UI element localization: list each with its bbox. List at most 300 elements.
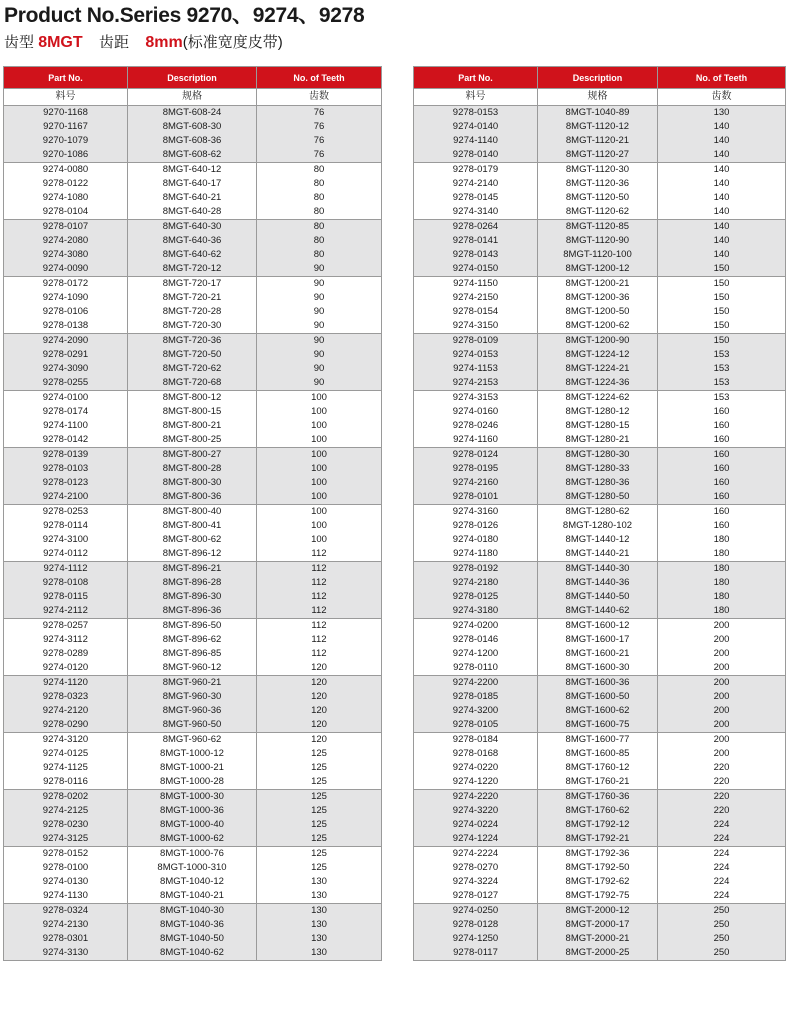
table-row: [4, 875, 382, 889]
part-number-cell: 9278-0116: [4, 775, 128, 790]
table-row: [4, 576, 382, 590]
table-row: [414, 633, 786, 647]
table-row: [4, 761, 382, 775]
table-row: [414, 647, 786, 661]
teeth-count-cell: 160: [658, 448, 786, 463]
part-number-cell: 9274-2112: [4, 604, 128, 619]
teeth-count-cell: 125: [257, 818, 382, 832]
teeth-count-cell: 160: [658, 419, 786, 433]
description-cell: 8MGT-2000-17: [538, 918, 658, 932]
description-cell: 8MGT-896-30: [128, 590, 257, 604]
description-cell: 8MGT-720-28: [128, 305, 257, 319]
page-subtitle: [4, 33, 283, 53]
part-number-cell: 9278-0115: [4, 590, 128, 604]
part-number-cell: 9278-0104: [4, 205, 128, 220]
table-row: [4, 433, 382, 448]
teeth-count-cell: 130: [257, 889, 382, 904]
description-cell: 8MGT-640-28: [128, 205, 257, 220]
part-number-cell: 9274-1224: [414, 832, 538, 847]
table-row: [414, 661, 786, 676]
teeth-count-cell: 80: [257, 248, 382, 262]
table-row: [414, 448, 786, 463]
part-number-cell: 9274-3180: [414, 604, 538, 619]
teeth-count-cell: 100: [257, 448, 382, 463]
part-number-cell: 9278-0246: [414, 419, 538, 433]
table-row: [4, 733, 382, 748]
part-number-cell: 9278-0100: [4, 861, 128, 875]
teeth-count-cell: 250: [658, 904, 786, 919]
description-cell: 8MGT-1280-102: [538, 519, 658, 533]
table-row: [414, 262, 786, 277]
teeth-count-cell: 153: [658, 362, 786, 376]
description-cell: 8MGT-720-17: [128, 277, 257, 292]
table-row: [4, 946, 382, 961]
description-cell: 8MGT-1120-21: [538, 134, 658, 148]
description-cell: 8MGT-1440-12: [538, 533, 658, 547]
table-row: [414, 148, 786, 163]
description-cell: 8MGT-2000-25: [538, 946, 658, 961]
description-cell: 8MGT-896-50: [128, 619, 257, 634]
part-number-cell: 9274-1150: [414, 277, 538, 292]
description-cell: 8MGT-1000-28: [128, 775, 257, 790]
table-row: [414, 562, 786, 577]
table-row: [4, 818, 382, 832]
teeth-count-cell: 125: [257, 861, 382, 875]
teeth-count-cell: 200: [658, 718, 786, 733]
description-cell: 8MGT-2000-12: [538, 904, 658, 919]
table-row: [4, 305, 382, 319]
table-row: [4, 476, 382, 490]
description-cell: 8MGT-1792-75: [538, 889, 658, 904]
part-number-cell: 9278-0290: [4, 718, 128, 733]
part-number-cell: 9274-1180: [414, 547, 538, 562]
description-cell: 8MGT-1120-90: [538, 234, 658, 248]
table-row: [414, 334, 786, 349]
table-row: [4, 348, 382, 362]
table-row: [4, 148, 382, 163]
description-cell: 8MGT-1600-62: [538, 704, 658, 718]
teeth-count-cell: 130: [257, 946, 382, 961]
description-cell: 8MGT-1040-30: [128, 904, 257, 919]
table-row: [4, 647, 382, 661]
teeth-count-cell: 140: [658, 191, 786, 205]
teeth-count-cell: 76: [257, 134, 382, 148]
teeth-count-cell: 140: [658, 220, 786, 235]
table-row: [414, 533, 786, 547]
description-cell: 8MGT-800-21: [128, 419, 257, 433]
description-cell: 8MGT-1600-85: [538, 747, 658, 761]
part-number-cell: 9274-2090: [4, 334, 128, 349]
teeth-count-cell: 120: [257, 690, 382, 704]
description-cell: 8MGT-1280-15: [538, 419, 658, 433]
teeth-count-cell: 90: [257, 362, 382, 376]
teeth-count-cell: 140: [658, 148, 786, 163]
description-cell: 8MGT-960-36: [128, 704, 257, 718]
part-number-cell: 9274-3125: [4, 832, 128, 847]
teeth-count-cell: 140: [658, 134, 786, 148]
table-row: [414, 832, 786, 847]
description-cell: 8MGT-800-15: [128, 405, 257, 419]
table-row: [4, 932, 382, 946]
part-number-cell: 9274-1220: [414, 775, 538, 790]
table-row: [4, 790, 382, 805]
part-number-cell: 9274-2220: [414, 790, 538, 805]
table-row: [414, 405, 786, 419]
teeth-count-cell: 80: [257, 163, 382, 178]
table-row: [414, 704, 786, 718]
table-row: [414, 234, 786, 248]
table-row: [4, 191, 382, 205]
part-number-cell: 9278-0253: [4, 505, 128, 520]
teeth-count-cell: 112: [257, 562, 382, 577]
teeth-count-cell: 76: [257, 148, 382, 163]
teeth-count-cell: 112: [257, 619, 382, 634]
teeth-count-cell: 200: [658, 733, 786, 748]
description-cell: 8MGT-1280-30: [538, 448, 658, 463]
table-row: [4, 277, 382, 292]
description-cell: 8MGT-608-36: [128, 134, 257, 148]
table-row: [414, 690, 786, 704]
table-row: [414, 177, 786, 191]
part-number-cell: 9270-1168: [4, 106, 128, 121]
table-row: [414, 619, 786, 634]
description-cell: 8MGT-1600-21: [538, 647, 658, 661]
table-row: [4, 861, 382, 875]
description-cell: 8MGT-1224-21: [538, 362, 658, 376]
col-header-teeth-cn: 齿数: [658, 89, 786, 106]
table-row: [414, 875, 786, 889]
teeth-count-cell: 180: [658, 604, 786, 619]
part-number-cell: 9274-0180: [414, 533, 538, 547]
teeth-count-cell: 224: [658, 832, 786, 847]
teeth-count-cell: 125: [257, 775, 382, 790]
part-number-cell: 9278-0153: [414, 106, 538, 121]
table-row: [414, 847, 786, 862]
teeth-count-cell: 90: [257, 334, 382, 349]
description-cell: 8MGT-1000-21: [128, 761, 257, 775]
part-number-cell: 9278-0126: [414, 519, 538, 533]
teeth-count-cell: 150: [658, 277, 786, 292]
header-row-chinese: [4, 89, 382, 106]
part-number-cell: 9278-0106: [4, 305, 128, 319]
table-row: [4, 334, 382, 349]
description-cell: 8MGT-720-50: [128, 348, 257, 362]
teeth-count-cell: 80: [257, 220, 382, 235]
teeth-count-cell: 200: [658, 747, 786, 761]
table-row: [414, 718, 786, 733]
part-number-cell: 9274-3140: [414, 205, 538, 220]
part-number-cell: 9274-0150: [414, 262, 538, 277]
description-cell: 8MGT-960-12: [128, 661, 257, 676]
description-cell: 8MGT-1440-21: [538, 547, 658, 562]
description-cell: 8MGT-1600-77: [538, 733, 658, 748]
table-row: [414, 376, 786, 391]
part-number-cell: 9274-3090: [4, 362, 128, 376]
teeth-count-cell: 112: [257, 604, 382, 619]
teeth-count-cell: 180: [658, 562, 786, 577]
teeth-count-cell: 100: [257, 391, 382, 406]
teeth-count-cell: 160: [658, 519, 786, 533]
part-number-cell: 9274-2153: [414, 376, 538, 391]
description-cell: 8MGT-1000-36: [128, 804, 257, 818]
part-number-cell: 9278-0145: [414, 191, 538, 205]
description-cell: 8MGT-1040-12: [128, 875, 257, 889]
teeth-count-cell: 200: [658, 690, 786, 704]
description-cell: 8MGT-1040-50: [128, 932, 257, 946]
part-number-cell: 9274-0090: [4, 262, 128, 277]
table-row: [414, 248, 786, 262]
table-row: [4, 604, 382, 619]
table-row: [4, 847, 382, 862]
description-cell: 8MGT-1120-27: [538, 148, 658, 163]
header-row: [4, 67, 382, 89]
part-number-cell: 9274-3160: [414, 505, 538, 520]
part-number-cell: 9278-0122: [4, 177, 128, 191]
part-number-cell: 9274-1200: [414, 647, 538, 661]
table-row: [4, 120, 382, 134]
part-number-cell: 9274-1140: [414, 134, 538, 148]
table-row: [4, 205, 382, 220]
description-cell: 8MGT-640-21: [128, 191, 257, 205]
teeth-count-cell: 76: [257, 106, 382, 121]
table-row: [414, 391, 786, 406]
description-cell: 8MGT-1760-62: [538, 804, 658, 818]
description-cell: 8MGT-896-12: [128, 547, 257, 562]
table-row: [414, 305, 786, 319]
teeth-count-cell: 224: [658, 889, 786, 904]
teeth-count-cell: 90: [257, 376, 382, 391]
part-number-cell: 9274-0112: [4, 547, 128, 562]
description-cell: 8MGT-896-36: [128, 604, 257, 619]
description-cell: 8MGT-1600-30: [538, 661, 658, 676]
table-row: [414, 904, 786, 919]
part-number-cell: 9278-0105: [414, 718, 538, 733]
part-number-cell: 9274-2130: [4, 918, 128, 932]
table-row: [4, 690, 382, 704]
teeth-count-cell: 90: [257, 348, 382, 362]
table-row: [414, 419, 786, 433]
teeth-count-cell: 112: [257, 647, 382, 661]
col-header-description-cn: 规格: [538, 89, 658, 106]
description-cell: 8MGT-1120-85: [538, 220, 658, 235]
description-cell: 8MGT-1120-30: [538, 163, 658, 178]
part-number-cell: 9274-1100: [4, 419, 128, 433]
teeth-count-cell: 150: [658, 305, 786, 319]
teeth-count-cell: 100: [257, 433, 382, 448]
description-cell: 8MGT-896-21: [128, 562, 257, 577]
teeth-count-cell: 153: [658, 348, 786, 362]
table-row: [414, 490, 786, 505]
teeth-count-cell: 140: [658, 234, 786, 248]
description-cell: 8MGT-960-50: [128, 718, 257, 733]
description-cell: 8MGT-800-40: [128, 505, 257, 520]
teeth-count-cell: 90: [257, 277, 382, 292]
description-cell: 8MGT-800-25: [128, 433, 257, 448]
teeth-count-cell: 100: [257, 490, 382, 505]
part-number-cell: 9278-0172: [4, 277, 128, 292]
description-cell: 8MGT-1280-33: [538, 462, 658, 476]
width-note: (标准宽度皮带): [182, 34, 283, 51]
description-cell: 8MGT-896-85: [128, 647, 257, 661]
teeth-count-cell: 200: [658, 619, 786, 634]
part-number-cell: 9278-0114: [4, 519, 128, 533]
teeth-count-cell: 100: [257, 405, 382, 419]
teeth-count-cell: 250: [658, 932, 786, 946]
part-number-cell: 9278-0301: [4, 932, 128, 946]
part-number-cell: 9274-0130: [4, 875, 128, 889]
table-row: [4, 889, 382, 904]
part-number-cell: 9278-0140: [414, 148, 538, 163]
table-row: [414, 191, 786, 205]
description-cell: 8MGT-1280-50: [538, 490, 658, 505]
table-row: [414, 106, 786, 121]
table-row: [414, 790, 786, 805]
description-cell: 8MGT-1200-12: [538, 262, 658, 277]
part-number-cell: 9278-0323: [4, 690, 128, 704]
description-cell: 8MGT-1440-50: [538, 590, 658, 604]
teeth-count-cell: 125: [257, 804, 382, 818]
teeth-count-cell: 100: [257, 462, 382, 476]
part-number-cell: 9274-2140: [414, 177, 538, 191]
part-number-cell: 9278-0168: [414, 747, 538, 761]
part-number-cell: 9274-0080: [4, 163, 128, 178]
table-row: [4, 519, 382, 533]
part-number-cell: 9270-1167: [4, 120, 128, 134]
part-number-cell: 9274-1160: [414, 433, 538, 448]
teeth-count-cell: 180: [658, 533, 786, 547]
teeth-count-cell: 160: [658, 405, 786, 419]
teeth-count-cell: 120: [257, 718, 382, 733]
teeth-count-cell: 160: [658, 462, 786, 476]
teeth-count-cell: 130: [257, 932, 382, 946]
description-cell: 8MGT-1000-40: [128, 818, 257, 832]
part-number-cell: 9274-0140: [414, 120, 538, 134]
part-number-cell: 9278-0117: [414, 946, 538, 961]
part-number-cell: 9274-0153: [414, 348, 538, 362]
teeth-count-cell: 160: [658, 476, 786, 490]
description-cell: 8MGT-1200-62: [538, 319, 658, 334]
table-row: [4, 177, 382, 191]
part-number-cell: 9274-0220: [414, 761, 538, 775]
part-number-cell: 9278-0154: [414, 305, 538, 319]
description-cell: 8MGT-1000-30: [128, 790, 257, 805]
description-cell: 8MGT-1000-76: [128, 847, 257, 862]
table-row: [4, 391, 382, 406]
teeth-count-cell: 140: [658, 163, 786, 178]
col-header-part-no-cn: 料号: [414, 89, 538, 106]
teeth-count-cell: 150: [658, 319, 786, 334]
description-cell: 8MGT-1224-62: [538, 391, 658, 406]
description-cell: 8MGT-896-28: [128, 576, 257, 590]
teeth-count-cell: 125: [257, 761, 382, 775]
table-row: [4, 262, 382, 277]
description-cell: 8MGT-1000-310: [128, 861, 257, 875]
part-number-cell: 9274-3080: [4, 248, 128, 262]
teeth-count-cell: 224: [658, 818, 786, 832]
description-cell: 8MGT-1760-12: [538, 761, 658, 775]
part-number-cell: 9274-2160: [414, 476, 538, 490]
part-number-cell: 9278-0324: [4, 904, 128, 919]
description-cell: 8MGT-1440-62: [538, 604, 658, 619]
table-row: [4, 590, 382, 604]
description-cell: 8MGT-1600-36: [538, 676, 658, 691]
table-row: [4, 718, 382, 733]
teeth-count-cell: 100: [257, 476, 382, 490]
description-cell: 8MGT-800-27: [128, 448, 257, 463]
part-number-cell: 9278-0152: [4, 847, 128, 862]
table-row: [414, 676, 786, 691]
part-number-cell: 9274-2180: [414, 576, 538, 590]
teeth-count-cell: 200: [658, 704, 786, 718]
table-row: [4, 832, 382, 847]
col-header-teeth-cn: 齿数: [257, 89, 382, 106]
table-row: [414, 733, 786, 748]
table-row: [414, 932, 786, 946]
table-row: [414, 220, 786, 235]
description-cell: 8MGT-1120-36: [538, 177, 658, 191]
table-row: [414, 804, 786, 818]
table-row: [4, 134, 382, 148]
teeth-count-cell: 130: [257, 904, 382, 919]
part-number-cell: 9274-2100: [4, 490, 128, 505]
table-row: [414, 604, 786, 619]
part-number-cell: 9274-3224: [414, 875, 538, 889]
description-cell: 8MGT-640-12: [128, 163, 257, 178]
part-number-cell: 9270-1086: [4, 148, 128, 163]
part-number-cell: 9274-1125: [4, 761, 128, 775]
description-cell: 8MGT-1280-36: [538, 476, 658, 490]
description-cell: 8MGT-720-36: [128, 334, 257, 349]
description-cell: 8MGT-720-21: [128, 291, 257, 305]
table-row: [4, 547, 382, 562]
description-cell: 8MGT-896-62: [128, 633, 257, 647]
teeth-count-cell: 130: [257, 875, 382, 889]
table-row: [4, 291, 382, 305]
teeth-count-cell: 100: [257, 505, 382, 520]
table-row: [4, 562, 382, 577]
pitch-label: 齿距: [98, 34, 129, 51]
col-header-part-no: Part No.: [414, 67, 538, 89]
teeth-count-cell: 250: [658, 918, 786, 932]
part-number-cell: 9278-0179: [414, 163, 538, 178]
table-row: [4, 633, 382, 647]
teeth-count-cell: 120: [257, 661, 382, 676]
teeth-count-cell: 153: [658, 376, 786, 391]
parts-table-left: [3, 66, 382, 961]
part-number-cell: 9278-0139: [4, 448, 128, 463]
part-number-cell: 9274-3100: [4, 533, 128, 547]
part-number-cell: 9274-3150: [414, 319, 538, 334]
col-header-teeth: No. of Teeth: [257, 67, 382, 89]
description-cell: 8MGT-1760-21: [538, 775, 658, 790]
table-row: [414, 818, 786, 832]
table-row: [414, 120, 786, 134]
description-cell: 8MGT-1600-12: [538, 619, 658, 634]
part-number-cell: 9274-2080: [4, 234, 128, 248]
teeth-count-cell: 150: [658, 291, 786, 305]
description-cell: 8MGT-1224-12: [538, 348, 658, 362]
table-row: [4, 405, 382, 419]
table-row: [4, 661, 382, 676]
description-cell: 8MGT-1200-50: [538, 305, 658, 319]
teeth-count-cell: 80: [257, 205, 382, 220]
part-number-cell: 9274-0200: [414, 619, 538, 634]
teeth-count-cell: 120: [257, 704, 382, 718]
description-cell: 8MGT-1200-21: [538, 277, 658, 292]
teeth-count-cell: 112: [257, 633, 382, 647]
part-number-cell: 9278-0142: [4, 433, 128, 448]
teeth-count-cell: 180: [658, 590, 786, 604]
